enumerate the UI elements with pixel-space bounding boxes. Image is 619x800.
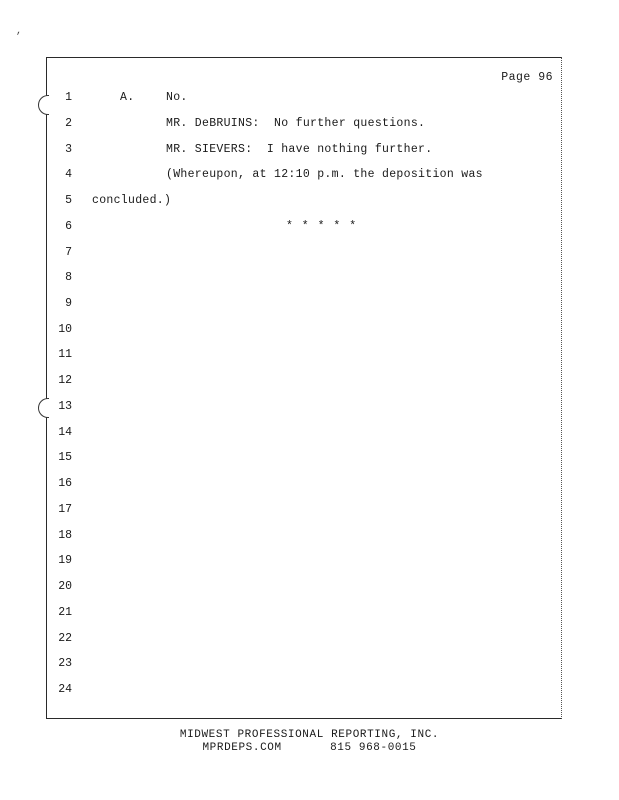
line-number: 24 [58, 683, 72, 696]
line-number: 4 [65, 168, 72, 181]
footer-phone: 815 968-0015 [330, 742, 417, 754]
line-number: 22 [58, 632, 72, 645]
line-number: 6 [65, 220, 72, 233]
footer-company: MIDWEST PROFESSIONAL REPORTING, INC. [179, 729, 440, 741]
transcript-line: MR. SIEVERS: I have nothing further. [166, 143, 433, 156]
binder-hole-top [38, 95, 49, 115]
line-number: 10 [58, 323, 72, 336]
transcript-line: (Whereupon, at 12:10 p.m. the deposition was [166, 168, 483, 181]
page-number: Page 96 [501, 71, 553, 84]
footer-website: MPRDEPS.COM [202, 742, 282, 754]
line-number: 20 [58, 580, 72, 593]
line-number: 8 [65, 271, 72, 284]
line-number: 16 [58, 477, 72, 490]
transcript-line: concluded.) [92, 194, 172, 207]
line-number: 11 [58, 348, 72, 361]
line-number: 23 [58, 657, 72, 670]
transcript-line: No. [166, 91, 188, 104]
line-number: 9 [65, 297, 72, 310]
binder-hole-middle [38, 398, 49, 418]
scan-mark: , [16, 26, 23, 37]
line-number: 17 [58, 503, 72, 516]
line-number: 13 [58, 400, 72, 413]
answer-label: A. [120, 91, 135, 104]
footer-contact [0, 742, 619, 754]
line-number: 2 [65, 117, 72, 130]
section-end-asterisks: * * * * * [286, 220, 358, 233]
line-number: 1 [65, 91, 72, 104]
line-number: 12 [58, 374, 72, 387]
transcript-page-frame [46, 57, 562, 719]
line-number: 19 [58, 554, 72, 567]
line-number: 21 [58, 606, 72, 619]
transcript-line: MR. DeBRUINS: No further questions. [166, 117, 426, 130]
line-number: 5 [65, 194, 72, 207]
line-number: 3 [65, 143, 72, 156]
line-number: 15 [58, 451, 72, 464]
line-number: 14 [58, 426, 72, 439]
line-number: 18 [58, 529, 72, 542]
line-number: 7 [65, 246, 72, 259]
